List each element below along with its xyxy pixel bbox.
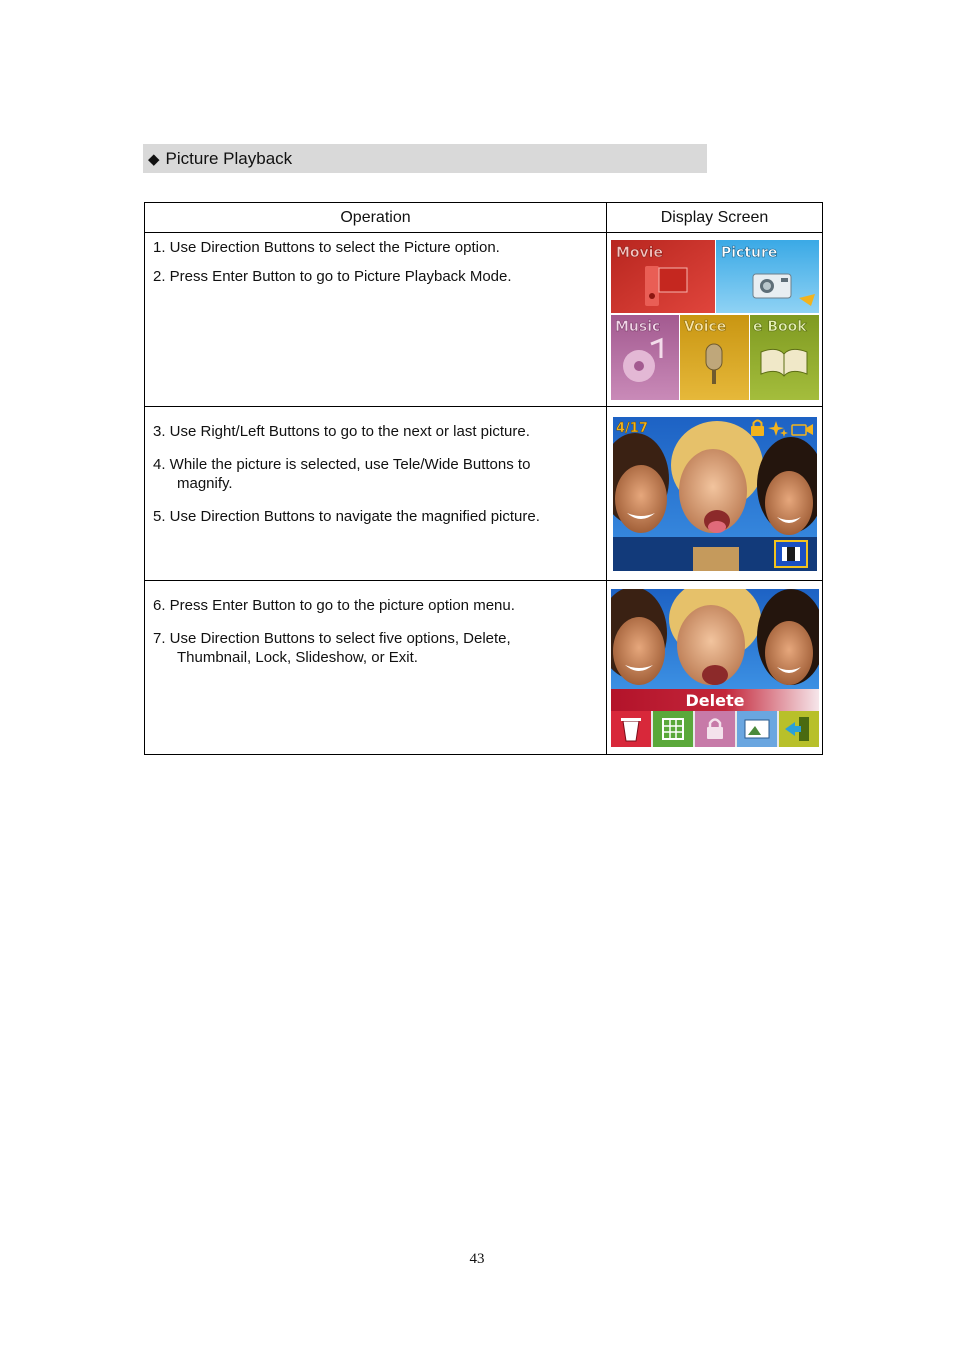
- step-4: 4. While the picture is selected, use Tele/Wide Buttons to magnify.: [153, 456, 531, 492]
- section-title: Picture Playback: [165, 148, 293, 168]
- tile-label-music: Music: [614, 318, 660, 335]
- diamond-bullet-icon: ◆: [148, 150, 160, 168]
- option-label: Delete: [685, 690, 744, 710]
- step-5: 5. Use Direction Buttons to navigate the magnified picture.: [153, 508, 540, 525]
- header-display-screen: Display Screen: [607, 203, 823, 233]
- display-screen-cell: [607, 407, 823, 581]
- step-2: 2. Press Enter Button to go to Picture Playback Mode.: [153, 268, 512, 285]
- tile-label-picture: Picture: [720, 244, 777, 261]
- step-1: 1. Use Direction Buttons to select the Picture option.: [153, 239, 500, 256]
- picture-counter: 4/17: [615, 420, 648, 436]
- step-3: 3. Use Right/Left Buttons to go to the next or last picture.: [153, 423, 530, 440]
- photo-person-left: [611, 589, 667, 685]
- table-row: [145, 581, 823, 755]
- page-number: 43: [469, 1251, 485, 1267]
- operation-table: [144, 202, 823, 755]
- tile-label-movie: Movie: [615, 244, 663, 261]
- tile-label-ebook: e Book: [752, 318, 807, 335]
- slideshow-option-icon: [737, 711, 777, 747]
- thumbnail-option-icon: [653, 711, 693, 747]
- display-screen-cell: [607, 581, 823, 755]
- exit-option-icon: [779, 711, 819, 747]
- operation-cell: [145, 407, 607, 581]
- step-7: 7. Use Direction Buttons to select five options, Delete, Thumbnail, Lock, Slideshow, or Exit.: [153, 630, 511, 666]
- section-header: [143, 144, 707, 173]
- header-operation: Operation: [145, 203, 607, 233]
- book-icon: [761, 349, 807, 376]
- operation-cell: [145, 581, 607, 755]
- zoom-navigator-icon: [775, 541, 807, 567]
- table-row: [145, 233, 823, 407]
- playback-screen: [613, 417, 817, 571]
- operation-cell: [145, 233, 607, 407]
- option-menu-screen: [611, 589, 819, 747]
- step-6: 6. Press Enter Button to go to the picture option menu.: [153, 597, 515, 614]
- main-menu-screen: [611, 240, 819, 400]
- tile-label-voice: Voice: [683, 318, 726, 335]
- display-screen-cell: [607, 233, 823, 407]
- table-row: [145, 407, 823, 581]
- delete-option-icon: [611, 711, 651, 747]
- lock-option-icon: [695, 711, 735, 747]
